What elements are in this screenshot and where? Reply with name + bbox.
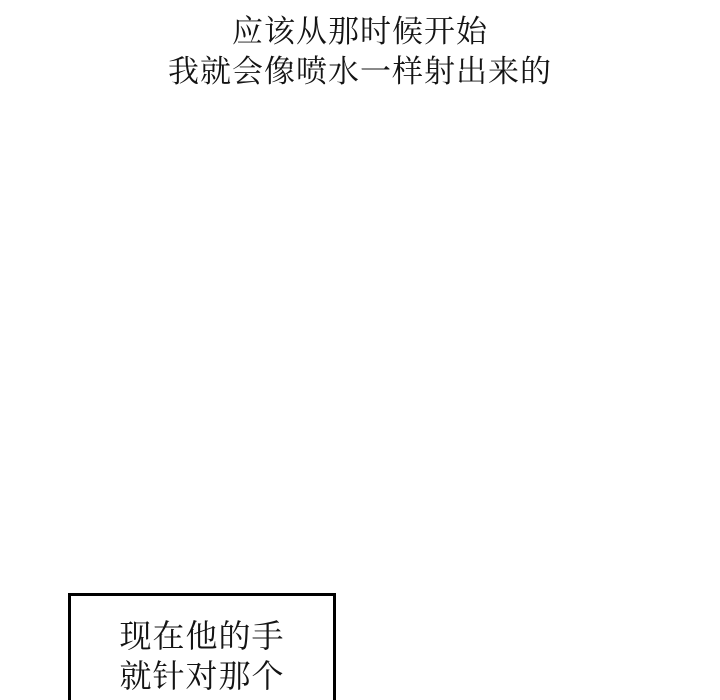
caption-line-1: 现在他的手	[119, 618, 285, 654]
caption-box	[68, 593, 336, 700]
caption-line-2: 就针对那个	[119, 658, 285, 694]
dialogue-line-2: 我就会像喷水一样射出来的	[168, 54, 552, 89]
dialogue-line-1: 应该从那时候开始	[232, 14, 488, 49]
top-dialogue-text	[0, 12, 720, 92]
